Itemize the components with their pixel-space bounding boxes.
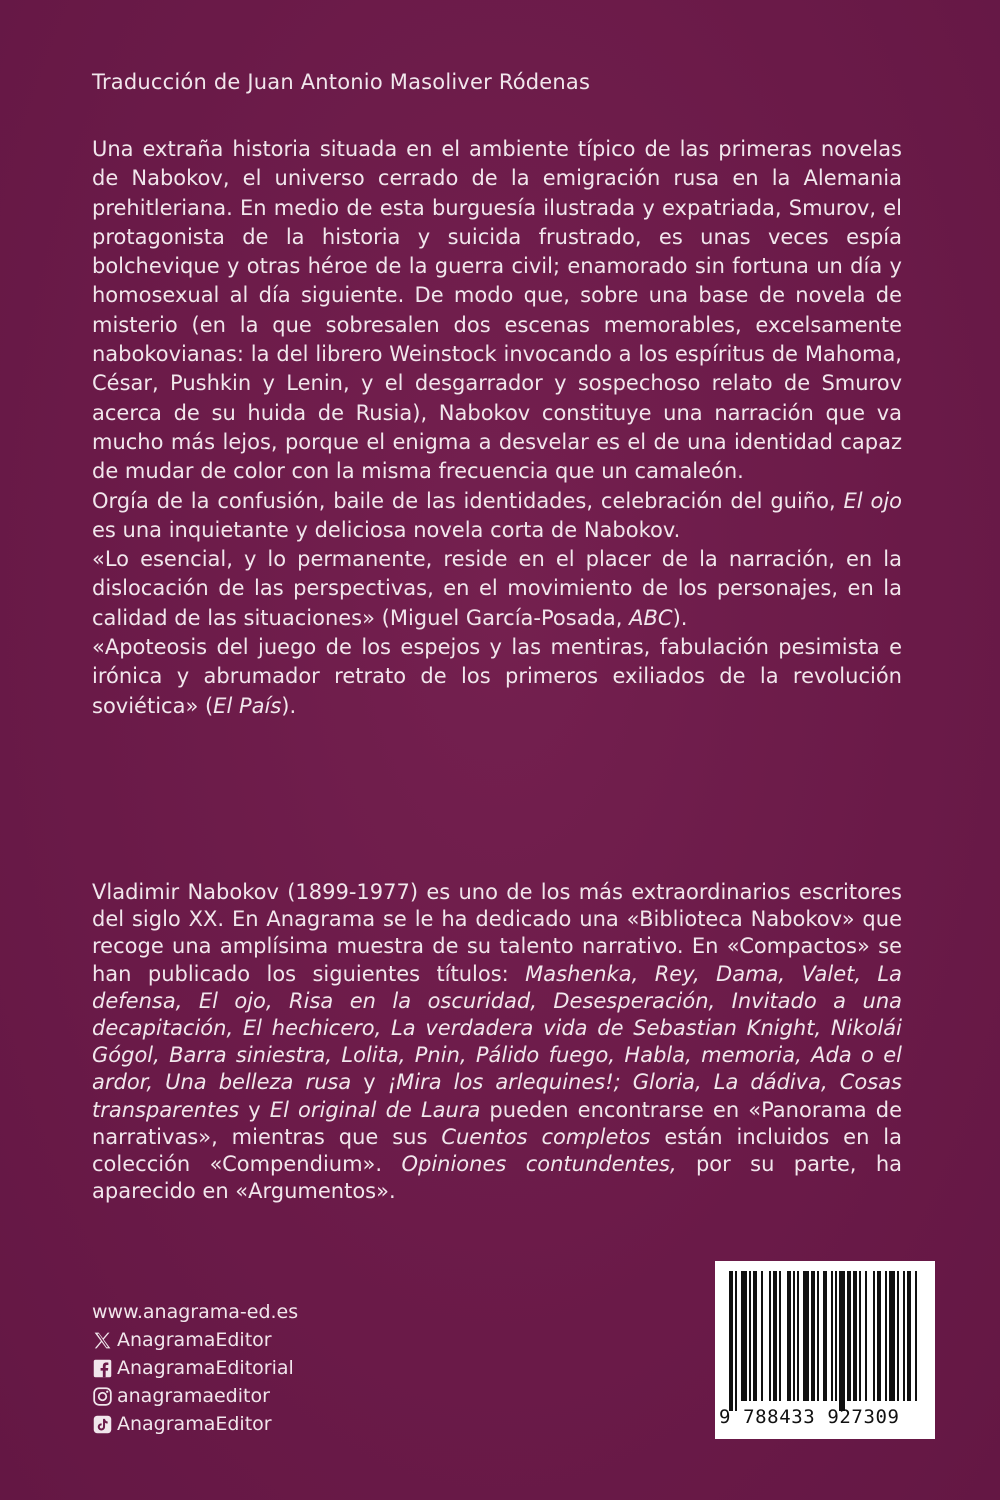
- quote-source: ABC: [629, 605, 673, 630]
- barcode-bar: [753, 1271, 757, 1401]
- facebook-label: AnagramaEditorial: [117, 1357, 294, 1379]
- facebook-link[interactable]: [92, 1354, 298, 1382]
- barcode-bar: [877, 1271, 881, 1401]
- barcode-bar: [793, 1271, 795, 1401]
- tiktok-icon: [92, 1414, 113, 1435]
- instagram-label: anagramaeditor: [117, 1385, 270, 1407]
- instagram-icon: [92, 1386, 113, 1407]
- x-label: AnagramaEditor: [117, 1329, 272, 1351]
- barcode-bar: [915, 1271, 917, 1401]
- isbn-number: 9 788433 927309: [719, 1406, 900, 1428]
- tiktok-link[interactable]: [92, 1410, 298, 1438]
- author-bio: [92, 879, 902, 1205]
- x-logo-icon: [92, 1330, 113, 1351]
- barcode-bar: [903, 1271, 905, 1401]
- barcode-bar: [761, 1271, 763, 1401]
- barcode-bar: [811, 1271, 815, 1401]
- barcode-bar: [735, 1271, 737, 1411]
- barcode-bar: [873, 1271, 875, 1401]
- barcode-bar: [847, 1271, 851, 1401]
- x-link[interactable]: [92, 1326, 298, 1354]
- facebook-icon: [92, 1358, 113, 1379]
- author-bio-paragraph: Vladimir Nabokov (1899-1977) es uno de los más extraordinarios escritores del siglo XX. En Anagrama se le ha dedicado una «Biblioteca Nabokov» que recoge una amplísima muestra de su talento narrativo. En «Compactos» se han publicado los siguientes títulos: Mashenka, Rey, Dama, Valet, La defensa, El ojo, Risa en la oscuridad, Desesperación, Invitado a una decapitación, El hechicero, La verdadera vida de Sebastian Knight, Nikolái Gógol, Barra siniestra, Lolita, Pnin, Pálido fuego, Habla, memoria, Ada o el ardor, Una belleza rusa y ¡Mira los arlequines!; Gloria, La dádiva, Cosas transparentes y El original de Laura pueden encontrarse en «Panorama de narrativas», mientras que sus Cuentos completos están incluidos en la colección «Compendium». Opiniones contundentes, por su parte, ha aparecido en «Argumentos».: [92, 880, 903, 1204]
- website-link[interactable]: [92, 1298, 298, 1326]
- review-quote: «Apoteosis del juego de los espejos y las mentiras, fabulación pesimista e irónica y abrumador retrato de los primeros exiliados de la revolución soviética» (El País).: [92, 635, 902, 718]
- barcode-bar: [769, 1271, 771, 1401]
- book-title: El ojo: [843, 488, 902, 513]
- barcode-bar: [831, 1271, 833, 1401]
- barcode-bar: [897, 1271, 899, 1401]
- barcode-bar: [839, 1271, 845, 1411]
- barcode-bar: [797, 1271, 799, 1401]
- translator-credit: Traducción de Juan Antonio Masoliver Ródenas: [92, 70, 591, 94]
- barcode-bar: [787, 1271, 791, 1401]
- website-label: www.anagrama-ed.es: [92, 1301, 299, 1323]
- barcode-bar: [907, 1271, 911, 1401]
- barcode-bar: [803, 1271, 809, 1401]
- barcode-bar: [729, 1271, 733, 1411]
- review-quote: «Lo esencial, y lo permanente, reside en el placer de la narración, en la dislocación de las perspectivas, en el movimiento de los personajes, en la calidad de las situaciones» (Miguel García-Posada, ABC).: [92, 547, 902, 630]
- synopsis-paragraph: Orgía de la confusión, baile de las identidades, celebración del guiño, El ojo es una inquietante y deliciosa novela corta de Nabokov.: [92, 488, 902, 542]
- barcode-bar: [817, 1271, 819, 1401]
- barcode-bar: [835, 1271, 837, 1401]
- barcode-bar: [749, 1271, 751, 1401]
- tiktok-label: AnagramaEditor: [117, 1413, 272, 1435]
- synopsis: [92, 135, 902, 721]
- barcode-bar: [885, 1271, 887, 1401]
- barcode-bar: [823, 1271, 827, 1401]
- barcode-bar: [741, 1271, 747, 1401]
- quote-source: El País: [213, 693, 282, 718]
- barcode-bar: [773, 1271, 777, 1401]
- barcode-bar: [853, 1271, 857, 1401]
- barcode-bar: [889, 1271, 895, 1401]
- instagram-link[interactable]: [92, 1382, 298, 1410]
- barcode-bar: [865, 1271, 867, 1401]
- isbn-barcode: [715, 1261, 935, 1439]
- barcode-bar: [779, 1271, 781, 1401]
- barcode-bar: [859, 1271, 861, 1401]
- publisher-links: [92, 1298, 298, 1438]
- synopsis-paragraph: Una extraña historia situada en el ambiente típico de las primeras novelas de Nabokov, el universo cerrado de la emigración rusa en la Alemania prehitleriana. En medio de esta burguesía ilustrada y expatriada, Smurov, el protagonista de la historia y suicida frustrado, es unas veces espía bolchevique y otras héroe de la guerra civil; enamorado sin fortuna un día y homosexual al día siguiente. De modo que, sobre una base de novela de misterio (en la que sobresalen dos escenas memorables, excelsamente nabokovianas: la del librero Weinstock invocando a los espíritus de Mahoma, César, Pushkin y Lenin, y el desgarrador y sospechoso relato de Smurov acerca de su huida de Rusia), Nabokov constituye una narración que va mucho más lejos, porque el enigma a desvelar es el de una identidad capaz de mudar de color con la misma frecuencia que un camaleón.: [92, 137, 902, 484]
